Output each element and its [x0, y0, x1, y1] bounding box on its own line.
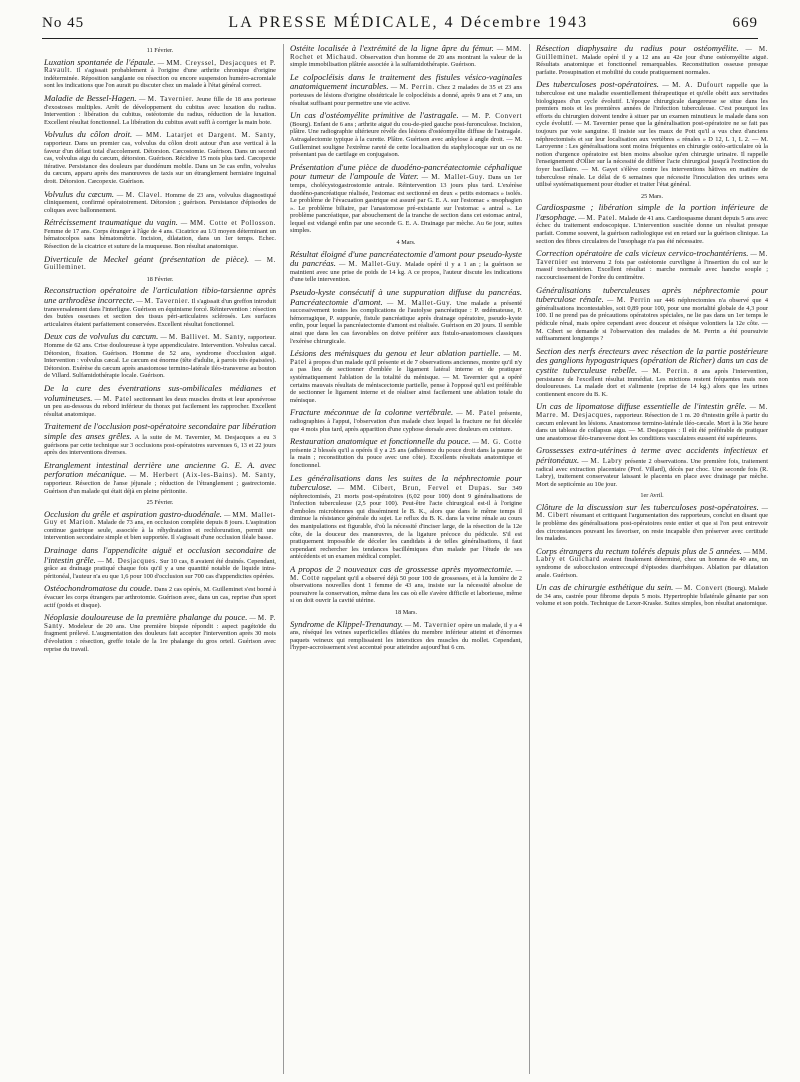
session-date: 25 Février. [146, 499, 174, 507]
article-paragraph: A propos de 2 nouveaux cas de grossesse après myomectomie. — M. Cotte rappelant qu'il a observé déjà 50 pour 100 de grossesses, et à la lumière de 2 observations nouvelles dont 1 femme de 43 ans, insiste sur la nécessité absolue de poursuivre la conservation, même dans les cas où elle s'avère difficile et laborieuse, même si on doit ouvrir la cavité utérine. [290, 564, 522, 605]
article-authors: MM. Cotte et Pollosson. [189, 219, 276, 228]
column-1 [44, 44, 276, 1074]
article-paragraph: Un cas de chirurgie esthétique du sein. — M. Convert (Bourg). Malade de 34 ans, castrée pour fibrome depuis 5 mois. Hypertrophie bilatérale gênante par son volume et son poids. Technique de Lexer-Kraske. Suites simples, bon résultat anatomique. [536, 582, 768, 608]
article-paragraph [44, 422, 276, 456]
article-authors: MM. Mallet-Guy et Marion. [44, 510, 276, 527]
article-title: Présentation d'une pièce de duodéno-pancréatectomie céphalique pour tumeur de l'ampoule de Vater. [290, 161, 522, 182]
article-paragraph: Le colpocléisis dans le traitement des fistules vésico-vaginales anatomiquement incurables. — M. Perrin. Chez 2 malades de 35 et 23 ans porteuses de lésions d'origine obstétricale le colpocléisis a donné, après 9 ans et 7 ans, un résultat suffisant pour permettre une vie active. [290, 71, 522, 107]
article-body: Sur 10 cas, 8 avaient été drainés. Cependant, grâce au drainage pratiqué chaque fois qu'il y a une quantité notable de liquide intra-péritonéal, l'auteur n'a eu que 1,6 pour 100 d'occlusion sur 700 cas d'appendicites opérées. [44, 557, 276, 580]
column-rule [283, 44, 284, 1074]
article-body: Modeleur de 20 ans. Une première biopsie répondit : aspect pagétoïde du fragment prélevé. L'augmentation des douleurs fait accepter l'intervention après 30 mois d'évolution : résection, greffe totale de la 1re phalange du gros orteil. Guérison avec reprise du travail. [44, 622, 276, 653]
article-paragraph: Occlusion du grêle et aspiration gastro-duodénale. — MM. Mallet-Guy et Marion. Malade de 73 ans, en occlusion complète depuis 8 jours. L'aspiration continue gastrique seule, associée à la réhydratation et rechloruration, permit une intervention secondaire simple et bien supportée. Il s'agissait d'une occlusion iléale basse. [44, 508, 276, 542]
article-title: Rétrécissement traumatique du vagin. [44, 217, 178, 228]
article-authors: M. G. Cotte [480, 438, 522, 447]
article [290, 250, 522, 284]
article-body: 8 ans après l'intervention, persistance de l'excellent résultat immédiat. Les mictions restent fréquentes mais non douloureuses. La malade dort et s'alimente (reprise de 14 kg.) alors que les urines contiennent encore du B. K. [536, 367, 768, 398]
article-body: est intervenu 2 fois par ostéotomie curviligne à l'insertion du col sur le massif trochantérien. Excellent résultat : marche normale avec hanche souple ; raccourcissement de l'ordre du centimètre. [536, 258, 768, 282]
article-authors: M. Herbert (Aix-les-Bains). M. Santy, [139, 471, 276, 480]
article-body: Malade opéré il y a 12 ans au 42e jour d'une ostéomyélite aiguë. Résultats anatomique et fonctionnel remarquables. Reconstitution osseuse presque parfaite. Prosupination et mobilité du coude pratiquement normales. [536, 53, 768, 76]
article-title: A propos de 2 nouveaux cas de grossesse après myomectomie. [290, 564, 513, 575]
article-body: Dans un 1er temps, cholécystogastrostomie antrale. Réintervention 13 jours plus tard. L'exérèse duodéno-pancréatique réalisée, l'estomac est sectionné en deux « petits estomacs » isolés. Le problème de l'évacuation gastrique est assuré par G. E. A. sur l'estomac « œsophagien ». Le problème biliaire, par l'anastomose pré-existante sur l'estomac « antral ». Le problème pancréatique, par abouchement de la tranche de section dans cet estomac antral, lequel est vidangé enfin par une seconde G. E. A. Drainage par mèche. Au 6e jour, suites simples. [290, 174, 522, 235]
article-authors: M. Convert [683, 584, 723, 593]
article-body: sectionnant les deux muscles droits et leur aponévrose un peu au-dessous du rebord inférieur du thorax put facilement les rapprocher. Excellent résultat anatomique. [44, 395, 276, 418]
article-paragraph: Résultat éloigné d'une pancréatectomie d'amont pour pseudo-kyste du pancréas. — M. Mallet-Guy. Malade opéré il y a 1 an ; la guérison se maintient avec une prise de poids de 14 kg. A ce propos, l'auteur discute les indications d'une telle intervention. [290, 248, 522, 284]
article-paragraph: Pseudo-kyste consécutif à une suppuration diffuse du pancréas. Pancréatectomie d'amont. — M. Mallet-Guy. Une malade a présenté successivement toutes les complications de l'autolyse pancréatique : P. œdémateuse, P. hémorragique, P. suppurée, fistule pancréatique après drainage opératoire, pseudo-kyste enfin, pour lequel la pancréatectomie d'amont est réalisée. Guérison en 20 jours. Il semble ainsi que dans les cas favorables on doive préférer aux fistulo-anastomoses classiques l'exérèse chirurgicale. [290, 287, 522, 345]
article-paragraph: Maladie de Bessel-Hagen. — M. Tavernier. Jeune fille de 18 ans porteuse d'exostoses multiples. Arrêt de développement du cubitus avec luxation du radius. Intervention : libération du cubitus, ostéotomie du radius, réduction de la luxation. Excellent résultat fonctionnel. La libération du cubitus avait suffi à corriger la main bote. [44, 92, 276, 126]
article [44, 218, 276, 250]
article [536, 583, 768, 608]
page-number-left: No 45 [42, 15, 85, 31]
article [44, 94, 276, 126]
article [536, 347, 768, 399]
article-title: Section des nerfs érecteurs avec résection de la partie postérieure des ganglions hypogastriques (opération de Richer) dans un cas de cystite tuberculeuse rebelle. [536, 345, 768, 375]
article-title: Diverticule de Meckel géant (présentation de pièce). [44, 253, 250, 264]
article-body: résumant et critiquant l'argumentation des rapporteurs, conclut en disant que le problème des généralisations post-opératoires reste entier et que si l'on peut entrevoir des circonstances pouvant les favoriser, on reste incapable d'en préserver avec certitude les malades. [536, 512, 768, 543]
article-title: Clôture de la discussion sur les tuberculoses post-opératoires. [536, 501, 759, 512]
page-number-right: 669 [732, 15, 758, 31]
article-body: Dans 2 cas opérés, M. Guilleminet s'est borné à évacuer les corps étrangers par arthrotomie. Guérison avec, dans un cas, reprise d'un sport actif (poids et disque). [44, 586, 276, 609]
article-title: Néoplasie douloureuse de la première phalange du pouce. [44, 612, 248, 623]
article-paragraph: Ostéite localisée à l'extrémité de la ligne âpre du fémur. — MM. Rochet et Michaud. Observation d'un homme de 20 ans montrant la valeur de la simple immobilisation plâtrée associée à la sulfamidothérapie. Guérison. [290, 44, 522, 69]
article-body: avaient finalement déterminé, chez un homme de 40 ans, un syndrome de subocclusion entrecoupé d'épisodes diarrhéiques. Ablation par dilatation anale. Guérison. [536, 556, 768, 579]
article-authors: MM. Latarjet et Dargent. M. Santy, [145, 131, 276, 140]
article-title: Traitement de l'occlusion post-opératoire secondaire par libération simple des anses grêles. [44, 421, 276, 441]
article [290, 620, 522, 652]
article-body: Malade opéré il y a 1 an ; la guérison se maintient avec une prise de poids de 14 kg. A ce propos, l'auteur discute les indications d'une telle intervention. [290, 261, 522, 284]
article-authors: M. Perrin. [652, 366, 690, 375]
article-authors: M. Ballivet. M. Santy, [168, 333, 247, 342]
article-title: Occlusion du grêle et aspiration gastro-duodénale. [44, 508, 222, 519]
article-title: Volvulus du côlon droit. [44, 129, 133, 140]
article-authors: M. Patel [290, 350, 522, 366]
article [44, 461, 276, 495]
article [290, 111, 522, 159]
article-body: présente 2 observations. Une première fois, traitement radical avec extraction placentaire (Prof. Villard), décès par choc. Une seconde fois (R. Labry), traitement conservateur laissant le placenta en place avec drainage par mèche. Mort de septicémie au 10e jour. [536, 457, 768, 488]
article-body: Homme de 23 ans, volvulus diagnostiqué cliniquement, confirmé opératoirement. Détorsion ; guérison. Persistance d'épisodes de coliques avec ballonnement. [44, 191, 276, 214]
article-title: Restauration anatomique et fonctionnelle du pouce. [290, 436, 471, 447]
article-paragraph: Correction opératoire de cals vicieux cervico-trochantériens. — M. Tavernier est intervenu 2 fois par ostéotomie curviligne à l'insertion du col sur le massif trochantérien. Excellent résultat : marche normale avec hanche souple ; raccourcissement de l'ordre du centimètre. [536, 248, 768, 282]
article-body: rappelle que la tuberculose est une maladie essentiellement thérapeutique et qu'elle obéit aux servitudes biologiques d'un cycle évolutif. L'époque chirurgicale dangereuse se situe dans les premiers mois et les premières années de l'infection tuberculeuse. C'est pourquoi les efforts du chirurgien doivent tendre à situer par un examen minutieux le malade dans son cycle évolutif. — M. Tavernier pense que la généralisation post-opératoire ne se fait pas toujours par voie sanguine. Il insiste sur les maux de Pott qu'il a vus chez d'anciens néphrectomisés et sur leur localisation aux vertèbres « rénales » D 12, L 1, L 2. — M. Laroyenne : Les généralisations sont moins fréquentes en chirurgie ostéo-articulaire où la notion d'urgence opératoire est bien moins absolue qu'en chirurgie urinaire. Il rappelle l'enseignement d'Ollier sur la nécessité de différer l'acte chirurgical jusqu'à l'extinction du foyer bacillaire. — M. Gayet s'élève contre les interventions hâtives en matière de tuberculose rénale. Le délai de 6 semaines que nécessite l'inoculation des urines sera utilisé systématiquement pour étudier et traiter l'état général. [536, 82, 768, 189]
article [536, 286, 768, 343]
article-title: Résection diaphysaire du radius pour ostéomyélite. [536, 44, 739, 53]
article-paragraph: De la cure des éventrations sus-ombilicales médianes et volumineuses. — M. Patel sectionnant les deux muscles droits et leur aponévrose un peu au-dessous du rebord inférieur du thorax put facilement les rapprocher. Excellent résultat anatomique. [44, 382, 276, 418]
article [44, 58, 276, 90]
journal-title: LA PRESSE MÉDICALE, 4 Décembre 1943 [228, 14, 589, 31]
article [290, 474, 522, 562]
article [44, 190, 276, 215]
article-title: Pseudo-kyste consécutif à une suppuration diffuse du pancréas. Pancréatectomie d'amont. [290, 287, 522, 307]
article-title: Fracture méconnue de la colonne vertébrale. [290, 407, 454, 418]
article-authors: M. Cibert [536, 511, 569, 520]
article-body: A la suite de M. Tavernier, M. Desjacques a eu 3 guérisons par cette technique sur 3 occlusions post-opératoires survenues 6, 13 et 22 jours après des interventions diverses. [44, 433, 276, 457]
article-body: rapporteur. Résection de l'anse jéjunale ; réduction de l'étranglement ; gastrectomie. Guérison d'un malade qui était déjà en pleine péritonite. [44, 479, 276, 495]
article-body: sur 446 néphrectomies n'a observé que 4 généralisations incontestables, soit 0,89 pour 100, pour une mortalité globale de 4,3 pour 100. Il ne prend pas de précautions opératoires spéciales, ne lie pas dans un 1er temps le pédicule rénal, mais opère cependant avec douceur et résèque volontiers la 12e côte. — M. Cibert se demande si l'observation des malades de M. Perrin a été poursuivie suffisamment longtemps ? [536, 297, 768, 343]
article-body: présente 2 blessés qu'il a opérés il y a 25 ans (adhérence du pouce droit dans la paume de la main ; reconstitution du pouce avec une côte). Excellents résultats anatomique et fonctionnel. [290, 446, 522, 469]
article-body: Chez 2 malades de 35 et 23 ans porteuses de lésions d'origine obstétricale le colpocléisis a donné, après 9 ans et 7 ans, un résultat suffisant pour permettre une vie active. [290, 84, 522, 107]
article-body: rapporteur. Résection de 1 m. 20 d'intestin grêle à partir du cæcum enlevant les lésions. Anastomose termino-latérale iléo-cæcale. Mort à la 36e heure dans un tableau de collapsus aigu. — M. Desjacques : Il eût été préférable de pratiquer une anastomose iléo-transverse dont les conditions vasculaires eussent été supérieures. [536, 411, 768, 442]
article-title: Correction opératoire de cals vicieux cervico-trochantériens. [536, 248, 749, 259]
article-authors: M. Tavernier. [144, 297, 190, 306]
article [290, 44, 522, 69]
article-authors: M. Cotte [290, 573, 321, 582]
article [290, 565, 522, 605]
session-date: 18 Février. [146, 275, 174, 283]
article-paragraph: Deux cas de volvulus du cæcum. — M. Ballivet. M. Santy, rapporteur. Homme de 62 ans. Crise douloureuse à type appendiculaire. Intervention. Volvulus cæcal. Détorsion, fixation. Guérison. Homme de 52 ans, syndrome d'occlusion aiguë. Intervention : volvulus cæcal. Le cæcum est énorme (tête d'adulte, à parois très épaissies). Détorsion. Exérèse du cæcum après anastomose termino-latérale iléo-transverse au bouton de Villard. Sulfamidothérapie locale. Guérison. [44, 331, 276, 380]
article [290, 73, 522, 107]
article-title: Un cas de lipomatose diffuse essentielle de l'intestin grêle. [536, 401, 747, 412]
article-body: présente, radiographies à l'appui, l'observation d'un malade chez lequel la fracture ne fut décelée que 4 mois plus tard, après apparition d'une cyphose dorsale avec douleurs en ceinture. [290, 410, 522, 433]
article-title: Cardiospasme ; libération simple de la portion inférieure de l'œsophage. [536, 202, 768, 222]
article-body: Femme de 17 ans. Corps étranger à l'âge de 4 ans. Cicatrice au 1/3 moyen déterminant un hématocolpos sans hématométrie. Incision, dilatation, dans un 1er temps. Echec. Résection de la cicatrice et suture de la muqueuse. Bon résultat anatomique. [44, 227, 276, 251]
article-authors: M. Guilleminet. [536, 45, 768, 61]
article-authors: MM. Cibert, Brun, Fervel et Dupas. [349, 484, 492, 493]
article [536, 402, 768, 442]
session-date: 4 Mars. [396, 239, 416, 247]
article-authors: M. A. Dufourt [672, 81, 724, 90]
article-paragraph: Rétrécissement traumatique du vagin. — MM. Cotte et Pollosson. Femme de 17 ans. Corps étranger à l'âge de 4 ans. Cicatrice au 1/3 moyen déterminant un hématocolpos sans hématométrie. Incision, dilatation, dans un 1er temps. Echec. Résection de la cicatrice et suture de la muqueuse. Bon résultat anatomique. [44, 217, 276, 251]
article-body: Malade de 73 ans, en occlusion complète depuis 8 jours. L'aspiration continue gastrique seule, associée à la réhydratation et rechloruration, permit une intervention secondaire simple et bien supportée. Il s'agissait d'une occlusion iléale basse. [44, 519, 276, 542]
article [44, 510, 276, 542]
article-paragraph: Néoplasie douloureuse de la première phalange du pouce. — M. P. Santy. Modeleur de 20 ans. Une première biopsie répondit : aspect pagétoïde du fragment prélevé. L'augmentation des douleurs fait accepter l'intervention après 30 mois d'évolution : résection, greffe totale de la 1re phalange du gros orteil. Guérison avec reprise du travail. [44, 612, 276, 653]
article-title: Le colpocléisis dans le traitement des fistules vésico-vaginales anatomiquement incurables. [290, 71, 522, 92]
session-date: 18 Mars. [395, 609, 417, 616]
article-paragraph: Présentation d'une pièce de duodéno-pancréatectomie céphalique pour tumeur de l'ampoule de Vater. — M. Mallet-Guy. Dans un 1er temps, cholécystogastrostomie antrale. Réintervention 13 jours plus tard. L'exérèse duodéno-pancréatique réalisée, l'estomac est sectionné en deux « petits estomacs » isolés. Le problème de l'évacuation gastrique est assuré par G. E. A. sur l'estomac « œsophagien ». Le problème biliaire, par l'anastomose pré-existante sur l'estomac « antral ». Le problème pancréatique, par abouchement de la tranche de section dans cet estomac antral, lequel est vidangé enfin par une seconde G. E. A. Drainage par mèche. Au 6e jour, suites simples. [290, 161, 522, 235]
article-body: (Bourg). Malade de 34 ans, castrée pour fibrome depuis 5 mois. Hypertrophie bilatérale gênante par son volume et son poids. Technique de Lexer-Kraske. Suites simples, bon résultat anatomique. [536, 585, 768, 608]
article [290, 408, 522, 433]
article-authors: M. P. Santy. [44, 614, 276, 630]
article [290, 349, 522, 404]
article-title: Un cas d'ostéomyélite primitive de l'astragale. [290, 110, 459, 121]
article-body: Malade de 41 ans. Cardiospasme durant depuis 5 ans avec échec du traitement endoscopique. L'intervention suscitée donne un résultat presque parfait. Comme souvent, la guérison radiologique est en retard sur la guérison clinique. La section des fibres circulaires de l'œsophage n'a pas été nécessaire. [536, 214, 768, 245]
article-title: Résultat éloigné d'une pancréatectomie d'amont pour pseudo-kyste du pancréas. [290, 248, 522, 269]
article-paragraph [44, 584, 276, 609]
article-body: Sur 349 néphrectomisés, 21 morts post-opératoires (6,02 pour 100) dont 9 généralisations de l'infection tuberculeuse (2,5 pour 100). Peut-être l'acte chirurgical est-il à l'origine d'emboles microbiennes qui disséminent le B. K., alors que dans le même temps il diminue la résistance générale du sujet. Le reflux du B. K. dans la veine rénale au cours des manipulations est figurable, d'où la nécessité d'inciser large, de la résection de la 12e côte, de la douceur des manœuvres, de la ligature précoce du pédicule. S'il est pratiquement impossible de déceler les candidats à de telles généralisations, il faut cependant rechercher les tendances bacillémiques d'un malade par l'étude de ses antécédents et un examen médical complet. [290, 485, 522, 561]
article-authors: M. Tavernier [536, 250, 768, 266]
article-paragraph: Généralisations tuberculeuses après néphrectomie pour tuberculose rénale. — M. Perrin sur 446 néphrectomies n'a observé que 4 généralisations incontestables, soit 0,89 pour 100, pour une mortalité globale de 4,3 pour 100. Il ne prend pas de précautions opératoires spéciales, ne lie pas dans un 1er temps le pédicule rénal, mais opère cependant avec douceur et résèque volontiers la 12e côte. — M. Cibert se demande si l'observation des malades de M. Perrin a été poursuivie suffisamment longtemps ? [536, 284, 768, 343]
article-paragraph: Luxation spontanée de l'épaule. — MM. Creyssel, Desjacques et P. Ravault. Il s'agissait probablement à l'origine d'une arthrite chronique d'origine indéterminée. Réposition sanglante ou résection ou encore suspension huméro-acromiale sont les indications que l'on aurait pu discuter chez un malade à l'état général correct. [44, 56, 276, 90]
article [44, 332, 276, 380]
article-paragraph: Corps étrangers du rectum tolérés depuis plus de 5 années. — MM. Labry et Guichard avaient finalement déterminé, chez un homme de 40 ans, un syndrome de subocclusion entrecoupé d'épisodes diarrhéiques. Ablation par dilatation anale. Guérison. [536, 545, 768, 579]
article-authors: M. P. Convert [471, 112, 522, 121]
article-paragraph: Cardiospasme ; libération simple de la portion inférieure de l'œsophage. — M. Patel. Malade de 41 ans. Cardiospasme durant depuis 5 ans avec échec du traitement endoscopique. L'intervention suscitée donne un résultat presque parfait. Comme souvent, la guérison radiologique est en retard sur la guérison clinique. La section des fibres circulaires de l'œsophage n'a pas été nécessaire. [536, 202, 768, 245]
page-header [42, 14, 758, 39]
article [44, 384, 276, 418]
article-paragraph: Section des nerfs érecteurs avec résection de la partie postérieure des ganglions hypogastriques (opération de Richer) dans un cas de cystite tuberculeuse rebelle. — M. Perrin. 8 ans après l'intervention, persistance de l'excellent résultat immédiat. Les mictions restent fréquentes mais non douloureuses. La malade dort et s'alimente (reprise de 14 kg.) alors que les urines contiennent encore du B. K. [536, 345, 768, 398]
article-title: Grossesses extra-utérines à terme avec accidents infectieux et péritonéaux. [536, 445, 768, 465]
column-3 [536, 44, 768, 1074]
article [536, 44, 768, 76]
article [44, 255, 276, 272]
article-authors: M. Perrin. [399, 83, 435, 92]
article-authors: M. Labry [590, 456, 623, 465]
article-authors: M. Tavernier. [147, 94, 195, 103]
article-title: Corps étrangers du rectum tolérés depuis plus de 5 années. [536, 545, 742, 556]
article [44, 286, 276, 328]
article-authors: M. Mallet-Guy. [348, 260, 403, 269]
article [290, 163, 522, 235]
article-authors: M. Marre. M. Desjacques, [536, 403, 768, 419]
session-date: 1er Avril. [640, 492, 664, 500]
article-paragraph: Un cas de lipomatose diffuse essentielle de l'intestin grêle. — M. Marre. M. Desjacques, rapporteur. Résection de 1 m. 20 d'intestin grêle à partir du cæcum enlevant les lésions. Anastomose termino-latérale iléo-cæcale. Mort à la 36e heure dans un tableau de collapsus aigu. — M. Desjacques : Il eût été préférable de pratiquer une anastomose iléo-transverse dont les conditions vasculaires eussent été supérieures. [536, 401, 768, 442]
article [536, 80, 768, 188]
article-paragraph: Restauration anatomique et fonctionnelle du pouce. — M. G. Cotte présente 2 blessés qu'il a opérés il y a 25 ans (adhérence du pouce droit dans la paume de la main ; reconstitution du pouce avec une côte). Excellents résultats anatomique et fonctionnel. [290, 436, 522, 469]
article-authors: M. Guilleminet. [44, 255, 276, 272]
article-title: Syndrome de Klippel-Trenaunay. [290, 618, 403, 629]
article-paragraph: Clôture de la discussion sur les tuberculoses post-opératoires. — M. Cibert résumant et critiquant l'argumentation des rapporteurs, conclut en disant que le problème des généralisations post-opératoires reste entier et que si l'on peut entrevoir des circonstances pouvant les favoriser, on reste incapable d'en préserver avec certitude les malades. [536, 501, 768, 543]
article-body: opère un malade, il y a 4 ans, réséqué les veines superficielles dilatées du membre inférieur atteint et d'énormes paquets veineux qui remplissaient les interstices des muscles du mollet. Cependant, l'hyper-accroissement s'est accentué pour atteindre aujourd'hui 6 cm. [290, 621, 522, 652]
article-authors: M. Clavel. [125, 190, 163, 199]
column-2 [290, 44, 522, 1074]
article-paragraph: Volvulus du côlon droit. — MM. Latarjet et Dargent. M. Santy, rapporteur. Dans un premier cas, volvulus du côlon droit autour d'un axe vertical à la faveur d'un défaut total d'accolement. Détorsion. Cæcostomie. Guérison. Dans un second cas, volvulus aigu du cæcum, détorsion. Guérison. Récidive 15 mois plus tard. Cæcopexie itérative. Persistance des douleurs par duodénum mobile. Dans un 3e cas enfin, volvulus du cæcum, apparu après des manœuvres de taxis sur un étranglement herniaire inguinal droit. Détorsion. Cæcopexie. Guérison. [44, 129, 276, 185]
article-paragraph: Diverticule de Meckel géant (présentation de pièce). — M. Guilleminet. [44, 253, 276, 272]
article-body: Il s'agissait probablement à l'origine d'une arthrite chronique d'origine indéterminée. Réposition sanglante ou résection ou encore suspension huméro-acromiale sont les indications que l'on aurait pu discuter chez un malade à l'état général correct. [44, 67, 276, 90]
article-authors: M. Patel. [586, 213, 618, 222]
article-authors: M. Mallet-Guy. [397, 298, 453, 307]
article-body: Jeune fille de 18 ans porteuse d'exostoses multiples. Arrêt de développement du cubitus avec luxation du radius. Intervention : libération du cubitus, ostéotomie du radius, réduction de la luxation. Excellent résultat fonctionnel. La libération du cubitus avait suffi à corriger la main bote. [44, 95, 276, 126]
article-title: Drainage dans l'appendicite aiguë et occlusion secondaire de l'intestin grêle. [44, 545, 276, 565]
article-title: Des tuberculoses post-opératoires. [536, 79, 659, 90]
article-body: rapporteur. Dans un premier cas, volvulus du côlon droit autour d'un axe vertical à la faveur d'un défaut total d'accolement. Détorsion. Cæcostomie. Guérison. Dans un second cas, volvulus aigu du cæcum, détorsion. Guérison. Récidive 15 mois plus tard. Cæcopexie itérative. Persistance des douleurs par duodénum mobile. Dans un 3e cas enfin, volvulus du cæcum, apparu après des manœuvres de taxis sur un étranglement herniaire inguinal droit. Détorsion. Cæcopexie. Guérison. [44, 139, 276, 185]
session-date: 11 Février. [146, 47, 174, 54]
article-title: Lésions des ménisques du genou et leur ablation partielle. [290, 348, 501, 359]
article-title: Ostéite localisée à l'extrémité de la ligne âpre du fémur. [290, 44, 494, 53]
article-paragraph: Reconstruction opératoire de l'articulation tibio-tarsienne après une arthrodèse incorrecte. — M. Tavernier. Il s'agissait d'un greffon introduit transversalement dans l'interligne. Guérison en équinisme forcé. Réintervention : résection des butées osseuses et section des tissus péri-articulaires sclérosés. Les surfaces articulaires étaient parfaitement conservées. Excellent résultat fonctionnel. [44, 285, 276, 328]
article-body: Il s'agissait d'un greffon introduit transversalement dans l'interligne. Guérison en équinisme forcé. Réintervention : résection des butées osseuses et section des tissus péri-articulaires sclérosés. Les surfaces articulaires étaient parfaitement conservées. Excellent résultat fonctionnel. [44, 298, 276, 328]
article [290, 288, 522, 345]
article [536, 203, 768, 245]
article-authors: M. Patel [103, 394, 132, 403]
article-title: Reconstruction opératoire de l'articulation tibio-tarsienne après une arthrodèse incorrecte. [44, 285, 276, 306]
article-authors: M. Tavernier [412, 620, 457, 629]
article-paragraph: Un cas d'ostéomyélite primitive de l'astragale. — M. P. Convert (Bourg). Enfant de 6 ans ; arthrite aiguë du cou-de-pied gauche post-furonculose. Incision, plâtre. Une radiographie ultérieure révèle des lésions d'ostéomyélite diffuse de l'astragale. Astragalectomie typique à la curette. Plâtre. Guérison avec ankylose à angle droit. — M. Guilleminet souligne l'extrême rareté de cette localisation du staphylocoque sur un os ne présentant pas de cartilage en conjugaison. [290, 110, 522, 159]
article-authors: M. Desjacques. [105, 556, 158, 565]
article-title: Etranglement intestinal derrière une ancienne G. E. A. avec perforation mécanique. [44, 459, 276, 480]
article-authors: MM. Labry et Guichard [536, 547, 768, 564]
article [536, 503, 768, 543]
article-authors: M. Perrin [616, 296, 651, 305]
article-paragraph: Les généralisations dans les suites de la néphrectomie pour tuberculose. — MM. Cibert, Brun, Fervel et Dupas. Sur 349 néphrectomisés, 21 morts post-opératoires (6,02 pour 100) dont 9 généralisations de l'infection tuberculeuse (2,5 pour 100). Peut-être l'acte chirurgical est-il à l'origine d'emboles microbiennes qui disséminent le B. K., alors que dans le même temps il diminue la résistance générale du sujet. Le reflux du B. K. dans la veine rénale au cours des manipulations est figurable, d'où la nécessité d'inciser large, de la résection de la 12e côte, de la douceur des manœuvres, de la ligature précoce du pédicule. S'il est pratiquement impossible de déceler les candidats à de telles généralisations, il faut cependant rechercher les tendances bacillémiques d'un malade par l'étude de ses antécédents et un examen médical complet. [290, 472, 522, 561]
article-body: Observation d'un homme de 20 ans montrant la valeur de la simple immobilisation plâtrée associée à la sulfamidothérapie. Guérison. [290, 53, 522, 69]
article-paragraph: Des tuberculoses post-opératoires. — M. A. Dufourt rappelle que la tuberculose est une maladie essentiellement thérapeutique et qu'elle obéit aux servitudes biologiques d'un cycle évolutif. L'époque chirurgicale dangereuse se situe dans les premiers mois et les premières années de l'infection tuberculeuse. C'est pourquoi les efforts du chirurgien doivent tendre à situer par un examen minutieux le malade dans son cycle évolutif. — M. Tavernier pense que la généralisation post-opératoire ne se fait pas toujours par voie sanguine. Il insiste sur les maux de Pott qu'il a vus chez d'anciens néphrectomisés et sur leur localisation aux vertèbres « rénales » D 12, L 1, L 2. — M. Laroyenne : Les généralisations sont moins fréquentes en chirurgie ostéo-articulaire où la notion d'urgence opératoire est bien moins absolue qu'en chirurgie urinaire. Il rappelle l'enseignement d'Ollier sur la nécessité de différer l'acte chirurgical jusqu'à l'extinction du foyer bacillaire. — M. Gayet s'élève contre les interventions hâtives en matière de tuberculose rénale. Le délai de 6 semaines que nécessite l'inoculation des urines sera utilisé systématiquement pour étudier et traiter l'état général. [536, 79, 768, 189]
article-title: Luxation spontanée de l'épaule. [44, 56, 156, 67]
article-title: Ostéochondromatose du coude. [44, 583, 153, 594]
article-paragraph: Volvulus du cæcum. — M. Clavel. Homme de 23 ans, volvulus diagnostiqué cliniquement, confirmé opératoirement. Détorsion ; guérison. Persistance d'épisodes de coliques avec ballonnement. [44, 188, 276, 214]
article-title: Un cas de chirurgie esthétique du sein. [536, 582, 674, 593]
column-rule [529, 44, 530, 1074]
article-title: Maladie de Bessel-Hagen. [44, 92, 137, 103]
article [536, 249, 768, 281]
article-body: Une malade a présenté successivement toutes les complications de l'autolyse pancréatique : P. œdémateuse, P. hémorragique, P. suppurée, fistule pancréatique après drainage opératoire, pseudo-kyste enfin, pour lequel la pancréatectomie d'amont est réalisée. Guérison en 20 jours. Il semble ainsi que dans les cas favorables on doive préférer aux fistulo-anastomoses classiques l'exérèse chirurgicale. [290, 299, 522, 345]
article-authors: M. Patel [465, 409, 496, 418]
article-authors: MM. Creyssel, Desjacques et P. Ravault. [44, 58, 276, 75]
article [44, 584, 276, 609]
article-title: Les généralisations dans les suites de la néphrectomie pour tuberculose. [290, 472, 522, 493]
article-title: Volvulus du cæcum. [44, 188, 115, 199]
article-paragraph: Etranglement intestinal derrière une ancienne G. E. A. avec perforation mécanique. — M. Herbert (Aix-les-Bains). M. Santy, rapporteur. Résection de l'anse jéjunale ; réduction de l'étranglement ; gastrectomie. Guérison d'un malade qui était déjà en pleine péritonite. [44, 459, 276, 495]
article-title: De la cure des éventrations sus-ombilicales médianes et volumineuses. [44, 382, 276, 403]
article-paragraph: Lésions des ménisques du genou et leur ablation partielle. — M. Patel à propos d'un malade qu'il présente et de 7 observations anciennes, montre qu'il n'y a pas lieu de sectionner d'emblée le ligament latéral interne et de pratiquer systématiquement l'ablation de la totalité du ménisque. — M. Tavernier qui a opéré certains mauvais résultats de méniscectomie partielle, pense à l'opposé qu'il est préférable de sectionner le ligament interne et de réaliser ainsi facilement une ablation totale du ménisque. [290, 348, 522, 404]
session-date: 25 Mars. [641, 192, 663, 200]
article-authors: M. Mallet-Guy. [431, 173, 485, 182]
article-body: (Bourg). Enfant de 6 ans ; arthrite aiguë du cou-de-pied gauche post-furonculose. Incision, plâtre. Une radiographie ultérieure révèle des lésions d'ostéomyélite diffuse de l'astragale. Astragalectomie typique à la curette. Plâtre. Guérison avec ankylose à angle droit. — M. Guilleminet souligne l'extrême rareté de cette localisation du staphylocoque sur un os ne présentant pas de cartilage en conjugaison. [290, 120, 522, 159]
article [536, 446, 768, 488]
article-paragraph: Drainage dans l'appendicite aiguë et occlusion secondaire de l'intestin grêle. — M. Desjacques. Sur 10 cas, 8 avaient été drainés. Cependant, grâce au drainage pratiqué chaque fois qu'il y a une quantité notable de liquide intra-péritonéal, l'auteur n'a eu que 1,6 pour 100 d'occlusion sur 700 cas d'appendicites opérées. [44, 545, 276, 580]
article-paragraph: Syndrome de Klippel-Trenaunay. — M. Tavernier opère un malade, il y a 4 ans, réséqué les veines superficielles dilatées du membre inférieur atteint et d'énormes paquets veineux qui remplissaient les interstices des muscles du mollet. Cependant, l'hyper-accroissement s'est accentué pour atteindre aujourd'hui 6 cm. [290, 618, 522, 652]
article [44, 546, 276, 580]
article-body: rapporteur. Homme de 62 ans. Crise douloureuse à type appendiculaire. Intervention. Volvulus cæcal. Détorsion, fixation. Guérison. Homme de 52 ans, syndrome d'occlusion aiguë. Intervention : volvulus cæcal. Le cæcum est énorme (tête d'adulte, à parois très épaissies). Détorsion. Exérèse du cæcum après anastomose termino-latérale iléo-transverse au bouton de Villard. Sulfamidothérapie locale. Guérison. [44, 334, 276, 380]
article-title: Deux cas de volvulus du cæcum. [44, 331, 159, 342]
article [44, 613, 276, 653]
article-paragraph: Fracture méconnue de la colonne vertébrale. — M. Patel présente, radiographies à l'appui, l'observation d'un malade chez lequel la fracture ne fut décelée que 4 mois plus tard, après apparition d'une cyphose dorsale avec douleurs en ceinture. [290, 407, 522, 433]
article-title: Généralisations tuberculeuses après néphrectomie pour tuberculose rénale. [536, 284, 768, 305]
article [44, 130, 276, 185]
article-authors: MM. Rochet et Michaud. [290, 45, 522, 61]
article [290, 437, 522, 469]
article [536, 547, 768, 579]
article-paragraph: Grossesses extra-utérines à terme avec accidents infectieux et péritonéaux. — M. Labry présente 2 observations. Une première fois, traitement radical avec extraction placentaire (Prof. Villard), décès par choc. Une seconde fois (R. Labry), traitement conservateur laissant le placenta en place avec drainage par mèche. Mort de septicémie au 10e jour. [536, 445, 768, 488]
article-paragraph: Résection diaphysaire du radius pour ostéomyélite. — M. Guilleminet. Malade opéré il y a 12 ans au 42e jour d'une ostéomyélite aiguë. Résultats anatomique et fonctionnel remarquables. Reconstitution osseuse presque parfaite. Prosupination et mobilité du coude pratiquement normales. [536, 44, 768, 76]
article [44, 422, 276, 456]
article-body: rappelant qu'il a observé déjà 50 pour 100 de grossesses, et à la lumière de 2 observations nouvelles dont 1 femme de 43 ans, insiste sur la nécessité absolue de poursuivre la conservation, même dans les cas où elle s'avère difficile et laborieuse, même si on doit ouvrir la cavité utérine. [290, 574, 522, 605]
article-body: à propos d'un malade qu'il présente et de 7 observations anciennes, montre qu'il n'y a pas lieu de sectionner d'emblée le ligament latéral interne et de pratiquer systématiquement l'ablation de la totalité du ménisque. — M. Tavernier qui a opéré certains mauvais résultats de méniscectomie partielle, pense à l'opposé qu'il est préférable de sectionner le ligament interne et de réaliser ainsi facilement une ablation totale du ménisque. [290, 358, 522, 404]
